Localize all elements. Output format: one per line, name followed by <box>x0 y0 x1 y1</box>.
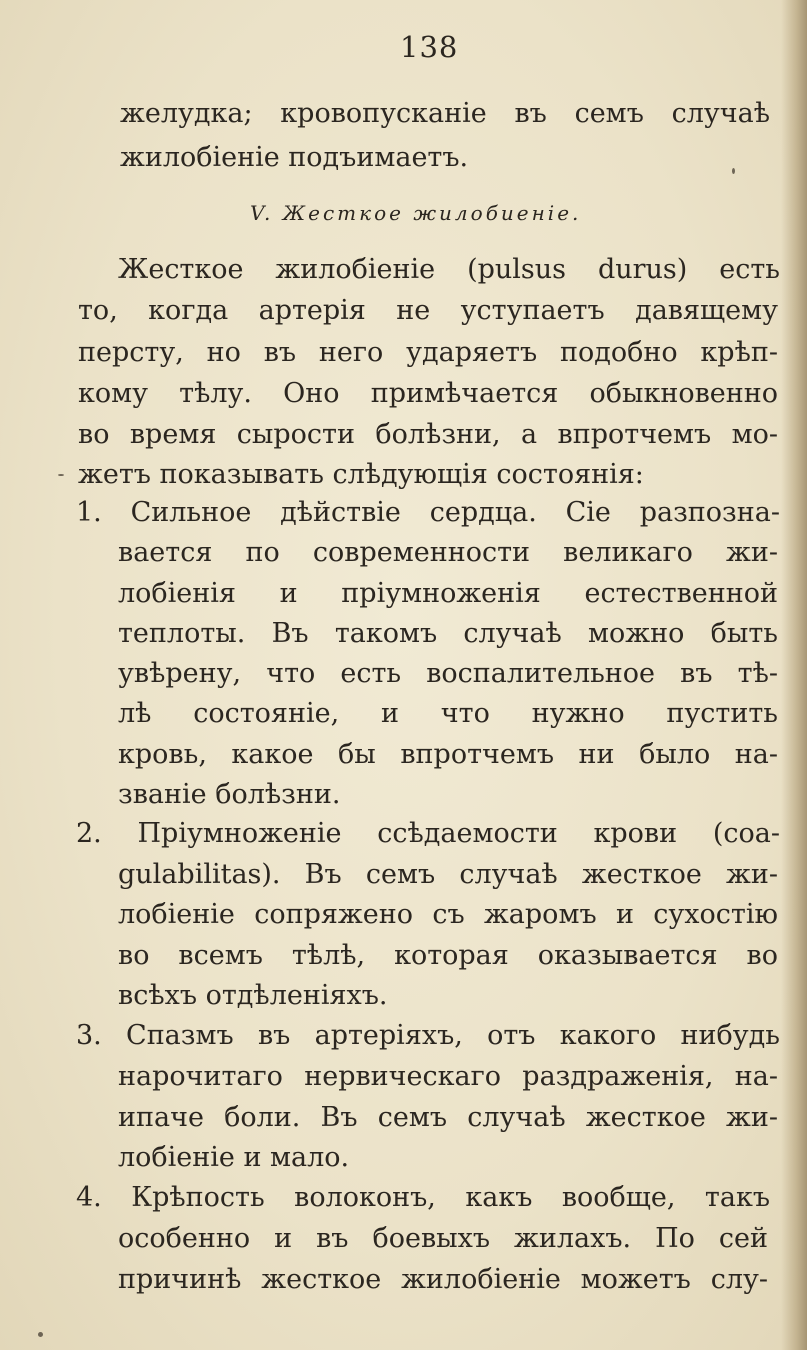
list-item-1-line-1: 1. Сильное дѣйствіе сердца. Сіе разпозна- <box>76 497 780 528</box>
list-item-1-line-8: званіе болѣзни. <box>118 779 341 810</box>
list-item-4-line-3: причинѣ жесткое жилобіеніе можетъ слу- <box>118 1264 768 1295</box>
list-item-1-line-4: теплоты. Въ такомъ случаѣ можно быть <box>118 618 778 649</box>
list-item-2-line-4: во всемъ тѣлѣ, которая оказывается во <box>118 940 778 971</box>
list-item-2-line-3: лобіеніе сопряжено съ жаромъ и сухостію <box>118 899 778 930</box>
list-item-1-line-3: лобіенія и пріумноженія естественной <box>118 578 778 609</box>
text-line-2: жилобіеніе подъимаетъ. <box>120 142 469 173</box>
text-line-6: кому тѣлу. Оно примѣчается обыкновенно <box>78 378 778 409</box>
list-item-4-line-2: особенно и въ боевыхъ жилахъ. По сей <box>118 1223 768 1254</box>
list-item-3-line-3: ипаче боли. Въ семъ случаѣ жесткое жи- <box>118 1102 778 1133</box>
text-line-7: во время сырости болѣзни, а впротчемъ мо- <box>78 419 778 450</box>
list-item-3-line-2: нарочитаго нервическаго раздраженія, на- <box>118 1061 778 1092</box>
list-item-1-line-6: лѣ состояніе, и что нужно пустить <box>118 698 778 729</box>
text-line-4: то, когда артерія не уступаетъ давящему <box>78 295 778 326</box>
ink-speck <box>732 168 735 174</box>
list-item-3-line-4: лобіеніе и мало. <box>118 1142 350 1173</box>
list-item-1-line-7: кровь, какое бы впротчемъ ни было на- <box>118 739 778 770</box>
list-item-2-line-2: gulabilitas). Въ семъ случаѣ жесткое жи- <box>118 859 778 890</box>
text-line-3: Жесткое жилобіеніе (pulsus durus) есть <box>118 254 780 285</box>
section-heading: V. Жесткое жилобиеніе. <box>250 201 582 225</box>
text-line-5: персту, но въ него ударяетъ подобно крѣп- <box>78 337 778 368</box>
list-item-1-line-2: вается по современности великаго жи- <box>118 537 778 568</box>
text-line-8: жетъ показывать слѣдующія состоянія: <box>78 459 644 490</box>
list-item-4-line-1: 4. Крѣпость волоконъ, какъ вообще, такъ <box>76 1182 770 1213</box>
ink-speck <box>58 474 64 476</box>
ink-speck <box>38 1332 43 1337</box>
page-edge-shadow <box>781 0 807 1350</box>
list-item-2-line-5: всѣхъ отдѣленіяхъ. <box>118 980 388 1011</box>
page-number: 138 <box>400 30 459 64</box>
text-line-1: желудка; кровопусканіе въ семъ случаѣ <box>120 98 770 129</box>
list-item-2-line-1: 2. Пріумноженіе ссѣдаемости крови (coa- <box>76 818 780 849</box>
list-item-3-line-1: 3. Спазмъ въ артеріяхъ, отъ какого нибудь <box>76 1020 780 1051</box>
list-item-1-line-5: увѣрену, что есть воспалительное въ тѣ- <box>118 658 778 689</box>
